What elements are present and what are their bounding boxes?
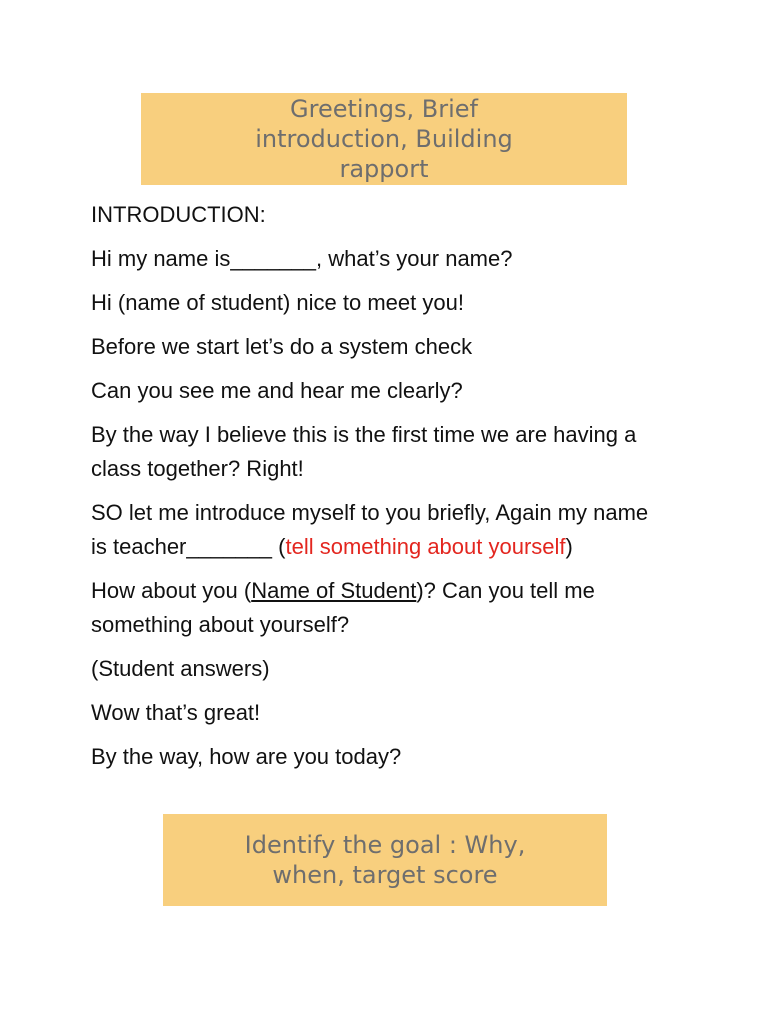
banner-line: rapport (339, 155, 429, 183)
script-text: something about yourself? (91, 612, 350, 637)
script-text: is teacher_______ ( (91, 534, 286, 559)
section-banner-goal (163, 814, 607, 906)
script-line: Wow that’s great! (91, 700, 261, 725)
script-line: Before we start let’s do a system check (91, 334, 473, 359)
underlined-placeholder: Name of Student (251, 578, 417, 603)
script-paragraph (91, 574, 731, 642)
script-text: ) (565, 534, 573, 559)
script-text: )? Can you tell me (416, 578, 595, 603)
script-text: class together? Right! (91, 456, 304, 481)
script-text: By the way I believe this is the first time we are having a (91, 422, 637, 447)
script-paragraph (91, 418, 731, 486)
script-text: How about you ( (91, 578, 252, 603)
red-instruction-text: tell something about yourself (285, 534, 566, 559)
script-line: Hi (name of student) nice to meet you! (91, 290, 464, 315)
script-line: (Student answers) (91, 656, 270, 681)
section-banner-greetings (141, 93, 627, 185)
script-line: Hi my name is_______, what’s your name? (91, 246, 513, 271)
script-paragraph (91, 496, 731, 564)
script-line: By the way, how are you today? (91, 744, 402, 769)
banner-line: when, target score (272, 861, 498, 889)
script-text: SO let me introduce myself to you briefly, Again my name (91, 500, 649, 525)
banner-line: introduction, Building (255, 125, 513, 153)
section-heading: INTRODUCTION: (91, 202, 266, 227)
banner-line: Greetings, Brief (290, 95, 478, 123)
script-line: Can you see me and hear me clearly? (91, 378, 463, 403)
banner-line: Identify the goal : Why, (244, 831, 526, 859)
introduction-script (91, 198, 731, 784)
